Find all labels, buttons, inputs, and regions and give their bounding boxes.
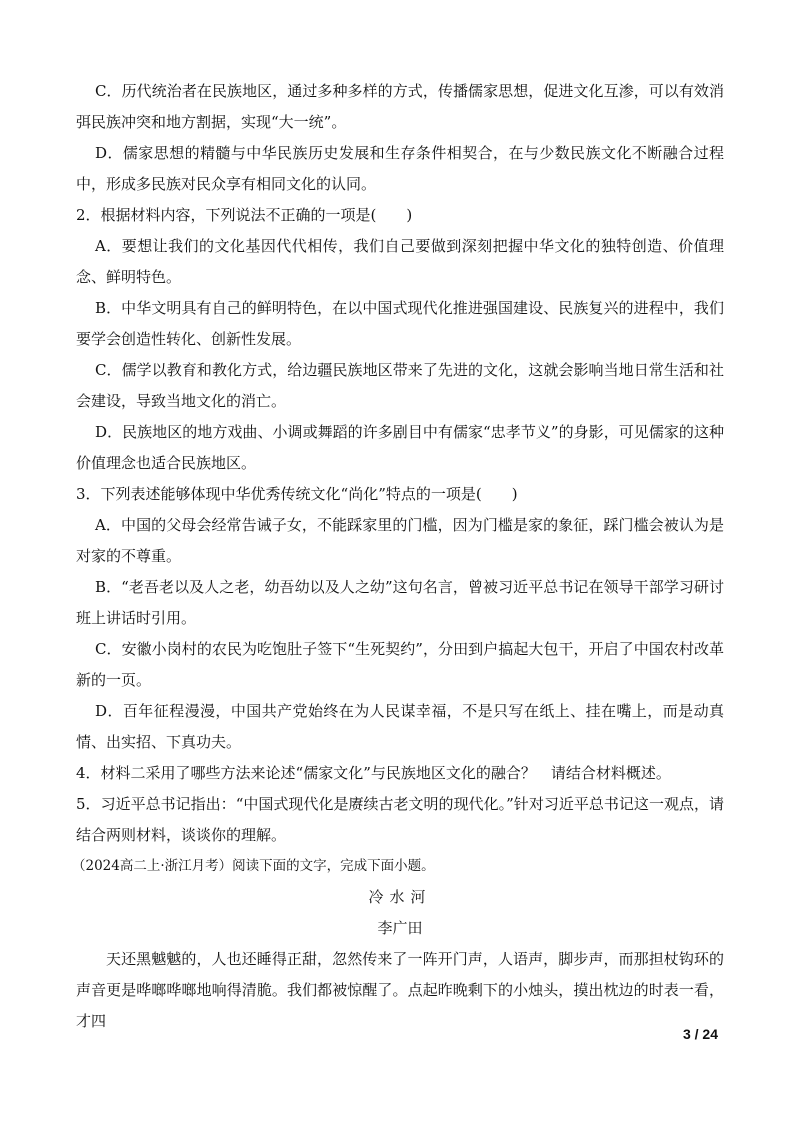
page-content — [72, 76, 724, 1037]
q3-option-b: B．“老吾老以及人之老，幼吾幼以及人之幼”这句名言，曾被习近平总书记在领导干部学习研讨班上讲话时引用。 — [76, 578, 724, 627]
q2-option-a: A．要想让我们的文化基因代代相传，我们自己要做到深刻把握中华文化的独特创造、价值理念、鲜明特色。 — [76, 237, 724, 286]
q2-option-d: D．民族地区的地方戏曲、小调或舞蹈的许多剧目中有儒家“忠孝节义”的身影，可见儒家的这种价值理念也适合民族地区。 — [76, 423, 724, 472]
q1-option-c: C．历代统治者在民族地区，通过多种多样的方式，传播儒家思想，促进文化互渗，可以有效消弭民族冲突和地方割据，实现“大一统”。 — [76, 82, 724, 131]
q3-stem: 3．下列表述能够体现中华优秀传统文化“尚化”特点的一项是( ) — [76, 485, 518, 503]
q3-option-d: D．百年征程漫漫，中国共产党始终在为人民谋幸福，不是只写在纸上、挂在嘴上，而是动真情、出实招、下真功夫。 — [76, 702, 724, 751]
q1-option-d: D．儒家思想的精髓与中华民族历史发展和生存条件相契合，在与少数民族文化不断融合过程中，形成多民族对民众享有相同文化的认同。 — [76, 144, 724, 193]
page-number: 3 / 24 — [682, 1026, 718, 1042]
passage-author: 李广田 — [377, 919, 423, 937]
q5-stem: 5．习近平总书记指出：“中国式现代化是赓续古老文明的现代化。”针对习近平总书记这一观点，请结合两则材料，谈谈你的理解。 — [76, 795, 724, 844]
q4-stem: 4．材料二采用了哪些方法来论述“儒家文化”与民族地区文化的融合？ 请结合材料概述。 — [76, 764, 671, 782]
passage-paragraph: 天还黑魆魆的，人也还睡得正甜，忽然传来了一阵开门声，人语声，脚步声，而那担杖钩环的声音更是哗啷哗啷地响得清脆。我们都被惊醒了。点起昨晚剩下的小烛头，摸出枕边的时表一看，才四 — [76, 950, 724, 1030]
q2-option-c: C．儒学以教育和教化方式，给边疆民族地区带来了先进的文化，这就会影响当地日常生活和社会建设，导致当地文化的消亡。 — [76, 361, 724, 410]
q2-option-b: B．中华文明具有自己的鲜明特色，在以中国式现代化推进强国建设、民族复兴的进程中，我们要学会创造性转化、创新性发展。 — [76, 299, 724, 348]
source-note: （2024高二上·浙江月考）阅读下面的文字，完成下面小题。 — [72, 858, 435, 874]
q3-option-a: A．中国的父母会经常告诫子女，不能踩家里的门槛，因为门槛是家的象征，踩门槛会被认为是对家的不尊重。 — [76, 516, 724, 565]
q3-option-c: C．安徽小岗村的农民为吃饱肚子签下“生死契约”，分田到户搞起大包干，开启了中国农村改革新的一页。 — [76, 640, 724, 689]
passage-title: 冷水河 — [368, 888, 432, 906]
q2-stem: 2．根据材料内容，下列说法不正确的一项是( ) — [76, 206, 413, 224]
